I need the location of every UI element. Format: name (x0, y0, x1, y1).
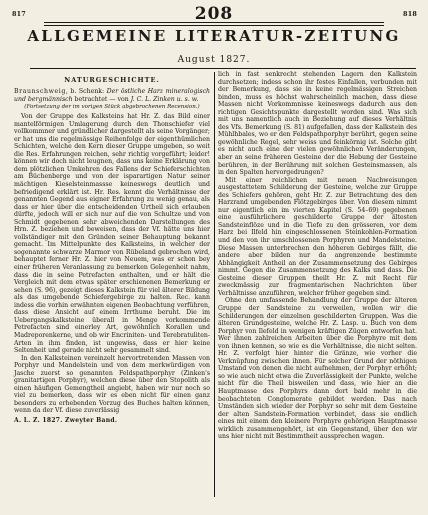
right-paragraph-1: lich in fast senkrecht stehenden Lagern den Kalkstein durchsetzen; indess schon ihr festes Einfallen, verbunden mit der Bemerkung, dass sie in keine regelmässigen Streichen binden, muss es höchst wahrscheinlich machen, dass diese Massen nicht Vorkommnisse keineswegs dadurch aus den richtigen Gesichtspunkte dargestellt worden sind. Was sich mit uns namentlich auch in Beziehung auf dieses Verhältnis des Vfs. Bemerkung (S. 81) aufgefallen, dass der Kalkstein des Mühlhbales, wo er den Feldspathporphyr berührt, gegen seine gewöhnliche Regel, sehr weiss und feinkörnig ist. Solche gibt es nicht auch eine der vielen gewöhnlichen Veränderungen, aber an seine früheren Gesteine der die Hebung der Gesteine berühren, in der Berührung mit solchen Gesteinsmassen, als in den Spalten hervorgedrungen? (218, 71, 417, 177)
entry-publisher: , b. Schenk: (65, 88, 105, 95)
left-paragraph-2: In den Kalksteinen vereinzelt hervortretenden Massen von Porphyr und Mandelstein und von dem merkwürdigen von Jasche zuerst so genannten Feldspathporphyr (Zinken's granitartigen Porphyr), welchen diese über den Stopolith als einen häufigen Gemengtheil angiebt, haben wir nur noch so viel zu bemerken, dass wir es eben nicht für einen ganz besonders zu erhebenden Vorzug des Buches halten können, wenn da der Vf. diese zuverlässig (14, 354, 210, 415)
page-number: 208 (194, 4, 234, 24)
header-rule-thin (44, 25, 384, 26)
header-rule (44, 22, 384, 23)
left-column (14, 71, 210, 424)
volume-footer: A. L. Z. 1827. Zweyter Band. (14, 416, 118, 424)
entry-title: Der östliche Harz mineralogisch und bergmännisch (14, 88, 211, 103)
entry-author: J. C. L. Zinken u. s. w. (130, 95, 199, 103)
left-paragraph-1: Von der Gruppe des Kalksteins hat Hr. Z. das Bild einer mantelförmigen Umlagerung durch den Thonschiefer viel vollkommner und gründlicher dargestellt als seine Vorgänger; er hat uns die regelmässige Reihenfolge der eigenthümlichen Schichten, welche den Kern dieser Gruppe umgeben, so weit die Res. Erfahrungen reichen, sehr richtig vorgeführt; leider! können wir doch nicht leugnen, dass uns keine Erklärung von dem plötzlichen Umkehren des Fallens der Schieferschichten am Büchenberge und von der isparartigen Natur seiner mächtigen Kieselsteinmassse keineswegs deutlich und befriedigend erklärt ist. Hr. Res. kennt die Verhältnisse der genannten Gegend aus eigner Erfahrung zu wenig genau, als dass er hier über die entscheidenden Urtheil sich erlauben dürfte, jedoch will er sich nur auf die von Schultze und von Schmidt gegebenen sehr abweichenden Darstellungen des Hrn. Z. beziehen und beweisen, dass der Vf. hätte uns hier vollständiger mit den Gründen seiner Behauptung bekannt gemacht. Im Mittelpunkte des Kalksteins, in welcher der sogenannte schwarze Marmor von Rübeland gebrochen wird, behauptet ferner Hr. Z. hier von Neuem, was er schon bey einer früheren Veranlassung zu bemerken Gelegenheit nahm, dass die in seine Petrefacten enthalten, und er hält die Vergleich mit dem etwas später erschienenen Bemerkung er sehen (S. 96), gezeigt dieses Kalkstein für viel älterer Bildung als das umgebende Schiefergebirge zu halten. Rec. kann indess die vorhin erwähnten eigenen Beobachtung verführen, dass diese Ansicht auf einem Irrthume beruht. Die im Uebergangskalksteine überall in Menge vorkommende Petrefacten sind einerley Art, gewöhnlich Korallen und Madreporenkerne, und ob wir Encriniten- und Terebratuliten-Arten in ihm finden, ist ungewiss, dass er hier keine Seltenheit und gerade nicht sehr gesammelt sind. (14, 113, 210, 355)
right-column (218, 71, 417, 441)
right-paragraph-3: Ohne den umfassende Behandlung der Gruppe der älteren Gruppe der Sandsteine zu verweilen, wollen wir die Schilderungen der einzelnen geschilderten Gruppen. Was die älteren Grundgesteine, welche Hr. Z. Lasp. u. Buch von dem Porphyr von Ilefeld in wenigen kräftigen Zügen entworfen hat. Wer ihnen zahlreichen Arbeiten über die Porphyre mit dem von ihnen kennen, so wie es die Verhältnisse, die nicht selten. Hr. Z. verfolgt hier hinter die Gränze, wie vorher die Verknüpfung zwischen ihnen. Für solcher Grund der nöthigen Umstand von denen die nicht aufnehmen, der Porphyr erhöht; so wie auch nicht etwa die Zuverlässigkeit der Punkte, welche nicht für die Theil bisweilen und dass, wie hier an die Hauptmasse des Porphyrs dann dort bald mehr in die beobachteten Conglomerate gebildet werden. Das nach Umständen sich wieder der Porphyr so sehr mit dem Gesteine der alten Sandstein-Formation verbindet, dass sie endlich eines mit einem den kleinere Porphyre gehörigen Hauptmasse wirklich zusammengehört, ist ein Gegenstand, über den wir uns hier nicht mit Bestimmtheit aussprechen wagen. (218, 297, 417, 441)
review-entry (14, 88, 210, 103)
column-divider (214, 72, 215, 497)
continuation-note: (Fortsetzung der im vorigen Stück abgebrochenen Recension.) (24, 104, 200, 111)
column-number-right: 818 (403, 10, 417, 18)
entry-by: betrachtet — von (74, 95, 129, 103)
section-heading: NATURGESCHICHTE. (64, 76, 160, 84)
journal-title: ALLGEMEINE LITERATUR-ZEITUNG (27, 27, 401, 45)
entry-place: Braunschweig (14, 88, 66, 95)
right-paragraph-2: Mit einer reichlichen mit neuen Nachweisungen ausgestattetem Schilderung der Gesteine, welche zur Gruppe des Schiefers gehören, geht Hr. Z. zur Betrachtung des den Harzrand umgebenden Flötzgebirges über. Von diesem nimmt nur eigentlich ein im vierten Kapitel (S. 54–69) gegebenen eine ausführlichere geschilderte Gruppe der ältesten Sandsteinflöze und in die Tiefe zu den grösseren, vor dem Harz bei Ilfeld hin eingeschlossenen Steinkohlen-Formation und den von ihr umschlossenen Porphyren und Mandelsteine. Diese Massen unterbrechen den höheren Gebirges fällt, die andere aber bilden nur da angrenzende bestimmte Abhängigkeit Antheil an der Zusammensetzung des Gebirges nimmt. Gegen die Zusammensetzung des Kalks und dass. Die Gesteine dieser Gruppen theilt Hr. Z. mit Recht für zweckmässig zur fragmentarischen Nachrichten über Verhältnisse anzuführen, welcher früher gegeben sind. (218, 176, 417, 297)
issue-date: August 1827. (177, 55, 251, 65)
column-number-left: 817 (12, 10, 26, 18)
masthead-rule (30, 68, 416, 69)
